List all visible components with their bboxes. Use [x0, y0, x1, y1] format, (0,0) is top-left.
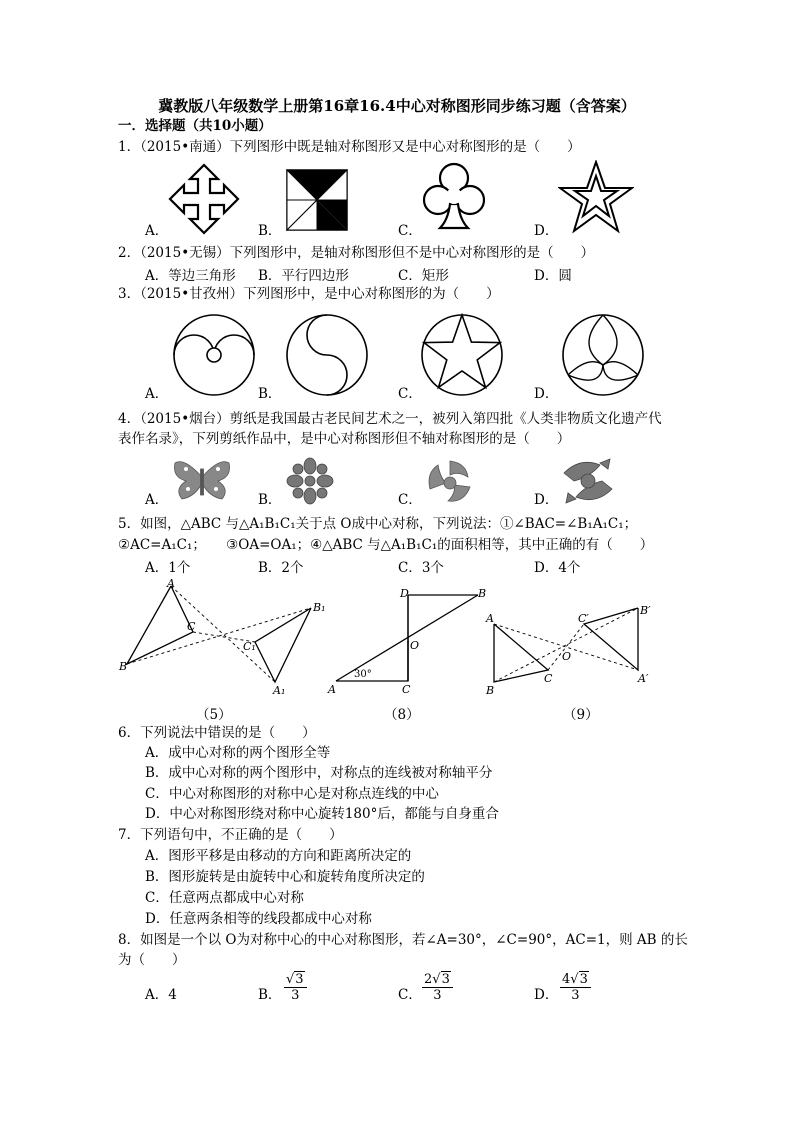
section-heading: 一．选择题（共10小题）: [118, 118, 272, 134]
q1-stem: 1．（2015•南通）下列图形中既是轴对称图形又是中心对称图形的是（ ）: [118, 139, 581, 155]
q1-option-c[interactable]: C．: [398, 223, 422, 239]
fish-papercut-icon: [560, 455, 616, 507]
figure-8-diagram: [322, 583, 494, 701]
q8-b-radicand: 3: [295, 972, 304, 987]
q8-c-denominator: 3: [433, 988, 442, 1003]
fig8-label-C: C: [402, 683, 411, 696]
fig5-label-B1: B₁: [313, 601, 326, 614]
fig9-label-B: B: [486, 684, 495, 697]
q8-option-d-label[interactable]: D．: [534, 987, 559, 1003]
q5-option-c[interactable]: C．3个: [398, 560, 444, 576]
q1-option-a[interactable]: A．: [145, 223, 169, 239]
q2-option-b[interactable]: B．平行四边形: [258, 268, 349, 284]
q6-option-d[interactable]: D．中心对称图形绕对称中心旋转180°后，都能与自身重合: [145, 806, 499, 822]
q8-b-denominator: 3: [291, 988, 300, 1003]
fig9-label-O: O: [562, 650, 572, 663]
q7-option-c[interactable]: C．任意两点都成中心对称: [145, 890, 304, 906]
star-outline-icon: [558, 160, 634, 234]
q8-c-radicand: 3: [441, 972, 450, 987]
fig9-label-C-prime: C′: [578, 612, 589, 625]
q3-option-d[interactable]: D．: [534, 386, 559, 402]
q8-option-c-label[interactable]: C．: [398, 987, 422, 1003]
q2-stem: 2．（2015•无锡）下列图形中，是轴对称图形但不是中心对称图形的是（ ）: [118, 245, 595, 261]
circle-trefoil-icon: [561, 313, 645, 397]
q7-stem: 7．下列语句中，不正确的是（ ）: [118, 827, 343, 843]
q8-option-b-fraction[interactable]: $\frac{√3}{3}$: [284, 972, 307, 1003]
q8-stem-line2: 为（ ）: [118, 952, 186, 968]
q3-option-c[interactable]: C．: [398, 386, 422, 402]
butterfly-papercut-icon: [172, 457, 232, 503]
q6-option-a[interactable]: A．成中心对称的两个图形全等: [145, 745, 331, 761]
q2-option-a[interactable]: A．等边三角形: [145, 268, 236, 284]
q6-option-c[interactable]: C．中心对称图形的对称中心是对称点连线的中心: [145, 786, 439, 802]
fig8-label-D: D: [400, 587, 409, 600]
q5-stem-line1: 5．如图，△ABC 与△A₁B₁C₁关于点 O成中心对称，下列说法：①∠BAC=∠B₁A₁C₁；: [118, 516, 638, 532]
fig8-label-B: B: [478, 587, 487, 600]
q4-stem-line1: 4．（2015•烟台）剪纸是我国最古老民间艺术之一，被列入第四批《人类非物质文化遗产代: [118, 411, 662, 427]
four-arrows-icon: [168, 163, 240, 235]
figure-9-caption: （9）: [563, 707, 599, 723]
q3-option-a[interactable]: A．: [145, 386, 169, 402]
q4-option-d[interactable]: D．: [534, 492, 559, 508]
q8-stem-line1: 8．如图是一个以 O为对称中心的中心对称图形，若∠A=30°，∠C=90°，AC=1，则 AB 的长: [118, 932, 688, 948]
fig9-label-C: C: [544, 672, 553, 685]
q7-option-d[interactable]: D．任意两条相等的线段都成中心对称: [145, 911, 372, 927]
circle-hearts-icon: [172, 313, 256, 397]
yin-yang-icon: [285, 313, 369, 397]
q8-option-c-fraction[interactable]: $\frac{2√3}{3}$: [422, 972, 453, 1003]
flower-papercut-icon: [286, 457, 334, 505]
fig8-angle-label: 30°: [354, 669, 372, 680]
q4-option-a[interactable]: A．: [145, 492, 169, 508]
figure-9-diagram: [480, 600, 656, 700]
q5-option-a[interactable]: A．1个: [145, 560, 191, 576]
fig8-label-A: A: [328, 683, 336, 696]
q1-option-b[interactable]: B．: [258, 223, 282, 239]
figure-5-caption: （5）: [196, 707, 232, 723]
q4-option-b[interactable]: B．: [258, 492, 282, 508]
fig9-label-B-prime: B′: [640, 604, 651, 617]
figure-8-caption: （8）: [384, 707, 420, 723]
q8-option-a[interactable]: A．4: [145, 987, 177, 1003]
figure-5-diagram: [115, 578, 335, 700]
fig5-label-A: A: [167, 578, 175, 590]
q8-d-denominator: 3: [571, 988, 580, 1003]
q8-c-coef: 2: [424, 972, 433, 987]
pinwheel-icon: [285, 168, 349, 232]
q5-option-b[interactable]: B．2个: [258, 560, 304, 576]
club-icon: [418, 160, 490, 232]
fig5-label-C: C: [187, 620, 196, 633]
page-title: 冀教版八年级数学上册第16章16.4中心对称图形同步练习题（含答案）: [158, 97, 636, 115]
q6-option-b[interactable]: B．成中心对称的两个图形中，对称点的连线被对称轴平分: [145, 765, 493, 781]
fig5-label-C1: C₁: [243, 640, 256, 653]
fig9-label-A: A: [486, 612, 494, 625]
fig5-label-A1: A₁: [273, 684, 286, 697]
q5-stem-line2: ②AC=A₁C₁； ③OA=OA₁；④△ABC 与△A₁B₁C₁的面积相等，其中正确的有（ ）: [118, 537, 654, 553]
q6-stem: 6．下列说法中错误的是（ ）: [118, 725, 316, 741]
q2-option-c[interactable]: C．矩形: [398, 268, 449, 284]
q1-option-d[interactable]: D．: [534, 223, 559, 239]
q5-option-d[interactable]: D．4个: [534, 560, 581, 576]
q8-d-radicand: 3: [579, 972, 588, 987]
swirl-papercut-icon: [424, 457, 476, 505]
circle-star-icon: [420, 313, 504, 397]
fig8-label-O: O: [410, 639, 420, 652]
q3-stem: 3．（2015•甘孜州）下列图形中，是中心对称图形的为（ ）: [118, 286, 500, 302]
q4-stem-line2: 表作名录》，下列剪纸作品中，是中心对称图形但不轴对称图形的是（ ）: [118, 431, 571, 447]
q7-option-a[interactable]: A．图形平移是由移动的方向和距离所决定的: [145, 848, 412, 864]
q8-option-d-fraction[interactable]: $\frac{4√3}{3}$: [560, 972, 591, 1003]
q7-option-b[interactable]: B．图形旋转是由旋转中心和旋转角度所决定的: [145, 869, 425, 885]
q2-option-d[interactable]: D．圆: [534, 268, 572, 284]
q4-option-c[interactable]: C．: [398, 492, 422, 508]
q3-option-b[interactable]: B．: [258, 386, 282, 402]
q8-option-b-label[interactable]: B．: [258, 987, 282, 1003]
q8-d-coef: 4: [562, 972, 571, 987]
fig9-label-A-prime: A′: [638, 672, 649, 685]
fig5-label-B: B: [119, 660, 128, 673]
